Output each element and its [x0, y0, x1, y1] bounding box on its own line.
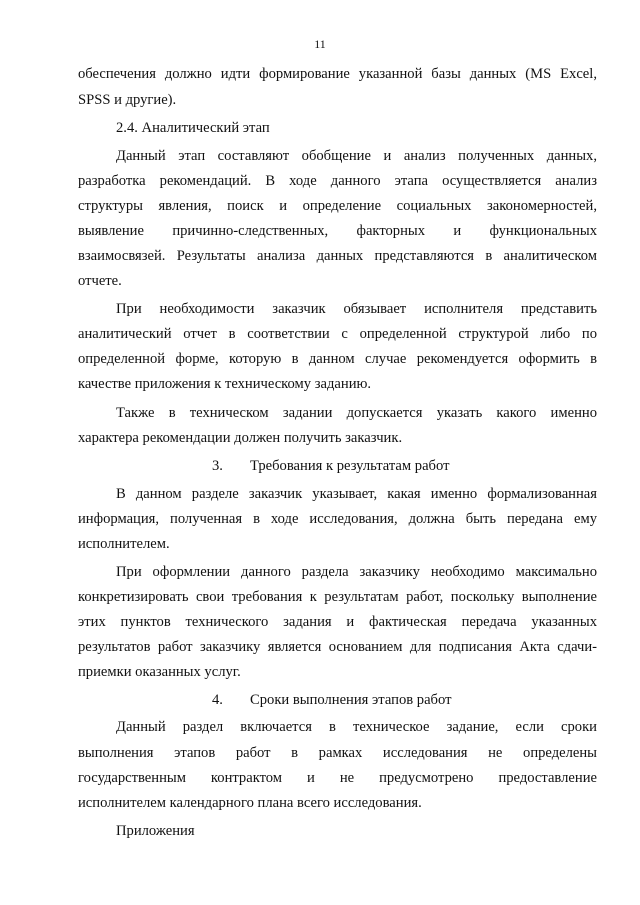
subsection-heading-2-4: 2.4. Аналитический этап	[116, 120, 270, 136]
text-line: разработка рекомендаций. В ходе данного этапа осуществляется анализ	[78, 173, 597, 189]
text-line: конкретизировать свои требования к результатам работ, поскольку выполнение	[78, 589, 597, 605]
text-line: характера рекомендации должен получить заказчик.	[78, 430, 403, 446]
text-line: результатов работ заказчику является основанием для подписания Акта сдачи-	[78, 639, 597, 655]
text-line: При необходимости заказчик обязывает исполнителя представить	[116, 301, 597, 317]
section-heading-4	[78, 690, 597, 710]
text-line: выполнения этапов работ в рамках исследования не определены	[78, 745, 597, 761]
text-line: приемки оказанных услуг.	[78, 664, 241, 680]
text-line: Также в техническом задании допускается указать какого именно	[116, 405, 597, 421]
text-line: этих пунктов технического задания и фактическая передача указанных	[78, 614, 597, 630]
text-line: аналитический отчет в соответствии с определенной структурой либо по	[78, 326, 597, 342]
text-line: исполнителем.	[78, 536, 170, 552]
text-line: SPSS и другие).	[78, 92, 177, 108]
text-line: исполнителем календарного плана всего исследования.	[78, 795, 422, 811]
text-line: взаимосвязей. Результаты анализа данных представляются в аналитическом	[78, 248, 597, 264]
page-number: 11	[314, 37, 326, 51]
text-line: государственным контрактом и не предусмотрено предоставление	[78, 770, 597, 786]
text-line: обеспечения должно идти формирование указанной базы данных (MS Excel,	[78, 66, 597, 82]
text-line: При оформлении данного раздела заказчику необходимо максимально	[116, 564, 597, 580]
text-line: структуры явления, поиск и определение социальных закономерностей,	[78, 198, 597, 214]
section-number: 4.	[212, 692, 223, 708]
section-heading-3	[78, 456, 597, 476]
text-line: отчете.	[78, 273, 122, 289]
text-line: определенной форме, которую в данном случае рекомендуется оформить в	[78, 351, 597, 367]
text-line: В данном разделе заказчик указывает, какая именно формализованная	[116, 486, 597, 502]
section-title: Требования к результатам работ	[250, 458, 450, 474]
appendix-heading: Приложения	[116, 823, 195, 839]
text-line: информация, полученная в ходе исследования, должна быть передана ему	[78, 511, 597, 527]
text-line: Данный этап составляют обобщение и анализ полученных данных,	[116, 148, 597, 164]
section-title: Сроки выполнения этапов работ	[250, 692, 452, 708]
text-line: выявление причинно-следственных, факторных и функциональных	[78, 223, 597, 239]
text-line: качестве приложения к техническому заданию.	[78, 376, 372, 392]
text-line: Данный раздел включается в техническое задание, если сроки	[116, 719, 597, 735]
section-number: 3.	[212, 458, 223, 474]
